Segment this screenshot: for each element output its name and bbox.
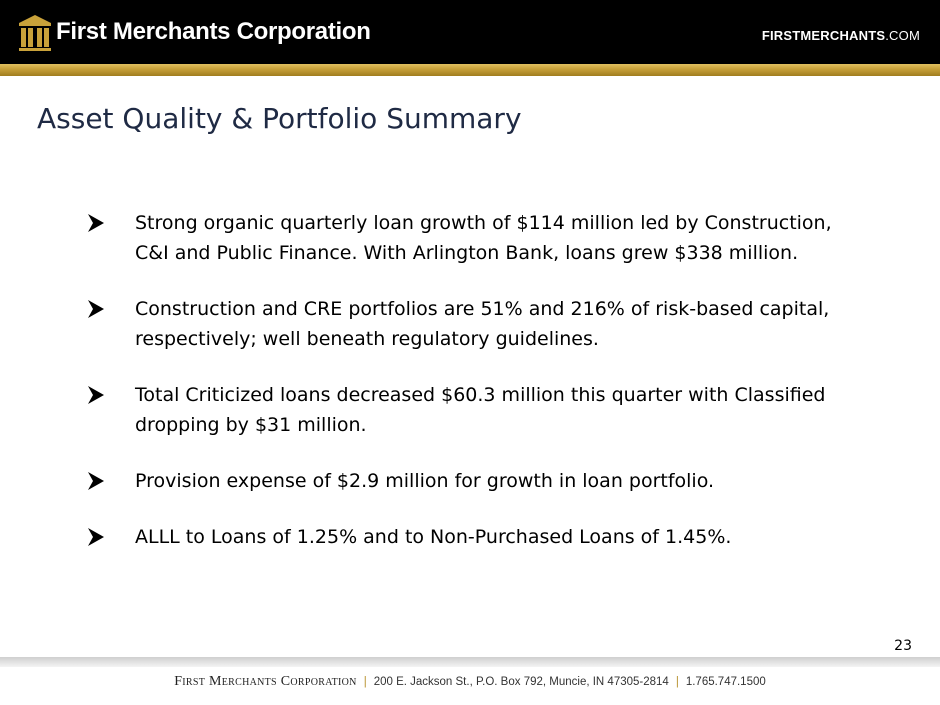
arrow-bullet-icon <box>88 472 104 490</box>
footer <box>0 674 940 690</box>
header-bar <box>0 0 940 64</box>
building-icon <box>18 14 52 52</box>
site-url-suffix: .COM <box>885 28 920 43</box>
bullet-text: Strong organic quarterly loan growth of $114 million led by Construction, C&I and Public Finance. With Arlington Bank, loans grew $338 million. <box>135 212 832 264</box>
site-url-name: FIRSTMERCHANTS <box>761 28 886 43</box>
website-link[interactable] <box>762 28 920 43</box>
footer-separator: | <box>363 676 367 688</box>
arrow-bullet-icon <box>88 214 104 232</box>
bullet-text: ALLL to Loans of 1.25% and to Non-Purchased Loans of 1.45%. <box>135 526 732 548</box>
footer-divider <box>0 657 940 667</box>
bullet-text: Provision expense of $2.9 million for growth in loan portfolio. <box>135 470 715 492</box>
footer-separator: | <box>675 676 679 688</box>
arrow-bullet-icon <box>88 386 104 404</box>
page-number: 23 <box>894 638 912 654</box>
slide-title: Asset Quality & Portfolio Summary <box>37 102 522 135</box>
footer-company-name: First Merchants Corporation <box>174 674 357 689</box>
gold-divider <box>0 64 940 76</box>
footer-phone: 1.765.747.1500 <box>685 676 766 688</box>
footer-address: 200 E. Jackson St., P.O. Box 792, Muncie, IN 47305-2814 <box>373 676 669 688</box>
bullet-item <box>88 466 868 496</box>
arrow-bullet-icon <box>88 528 104 546</box>
arrow-bullet-icon <box>88 300 104 318</box>
bullet-item <box>88 208 868 268</box>
bullet-item <box>88 380 868 440</box>
bullet-item <box>88 294 868 354</box>
bullet-list <box>88 208 868 578</box>
company-logo-text: First Merchants Corporation <box>56 18 371 45</box>
bullet-text: Total Criticized loans decreased $60.3 million this quarter with Classified dropping by $31 million. <box>135 384 826 436</box>
bullet-item <box>88 522 868 552</box>
bullet-text: Construction and CRE portfolios are 51% and 216% of risk-based capital, respectively; well beneath regulatory guidelines. <box>135 298 830 350</box>
